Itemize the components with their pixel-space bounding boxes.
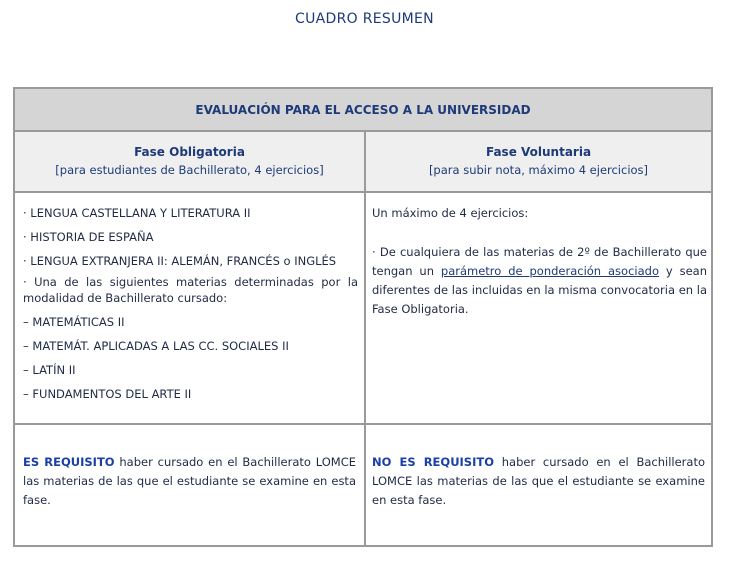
voluntaria-intro: Un máximo de 4 ejercicios: — [372, 206, 529, 220]
list-item: · Una de las siguientes materias determinadas por la modalidad de Bachillerato cursado: — [23, 275, 358, 305]
row-divider — [15, 423, 711, 425]
list-item: · HISTORIA DE ESPAÑA — [23, 230, 154, 244]
list-item: – FUNDAMENTOS DEL ARTE II — [23, 387, 192, 401]
list-item: – MATEMÁT. APLICADAS A LAS CC. SOCIALES II — [23, 339, 289, 353]
obligatoria-subjects-list — [23, 193, 358, 423]
voluntaria-requirement — [372, 453, 705, 510]
phase-voluntaria-title: Fase Voluntaria — [485, 145, 592, 159]
requirement-text: haber cursado en el Bachillerato LOMCE las materias de las que el estudiante se examine en esta fase. — [372, 455, 705, 507]
requirement-text: haber cursado en el Bachillerato LOMCE las materias de las que el estudiante se examine en esta fase. — [23, 455, 356, 507]
requirement-label: ES REQUISITO — [23, 455, 115, 469]
list-item: – MATEMÁTICAS II — [23, 315, 125, 329]
phase-obligatoria-subtitle: [para estudiantes de Bachillerato, 4 ejercicios] — [55, 163, 324, 177]
list-item: · LENGUA CASTELLANA Y LITERATURA II — [23, 206, 251, 220]
requirement-label: NO ES REQUISITO — [372, 455, 494, 469]
voluntaria-detail — [372, 243, 707, 319]
ponderacion-link[interactable]: parámetro de ponderación asociado — [440, 264, 659, 278]
voluntaria-detail-text: · De cualquiera de las materias de 2º de Bachillerato que tengan un — [372, 245, 707, 278]
page-title: CUADRO RESUMEN — [295, 11, 434, 27]
phase-voluntaria-subtitle: [para subir nota, máximo 4 ejercicios] — [428, 163, 649, 177]
list-item: – LATÍN II — [23, 363, 76, 377]
column-divider — [364, 132, 366, 545]
voluntaria-detail-text-end: y sean diferentes de las incluidas en la misma convocatoria en la Fase Obligatoria. — [372, 264, 707, 316]
summary-table — [13, 87, 713, 547]
table-header: EVALUACIÓN PARA EL ACCESO A LA UNIVERSIDAD — [15, 89, 711, 132]
list-item: · LENGUA EXTRANJERA II: ALEMÁN, FRANCÉS o INGLÉS — [23, 254, 337, 268]
obligatoria-requirement — [23, 453, 356, 510]
phase-obligatoria-header — [15, 132, 364, 191]
voluntaria-description — [372, 193, 707, 423]
phase-voluntaria-header — [366, 132, 711, 191]
phase-obligatoria-title: Fase Obligatoria — [134, 145, 245, 159]
